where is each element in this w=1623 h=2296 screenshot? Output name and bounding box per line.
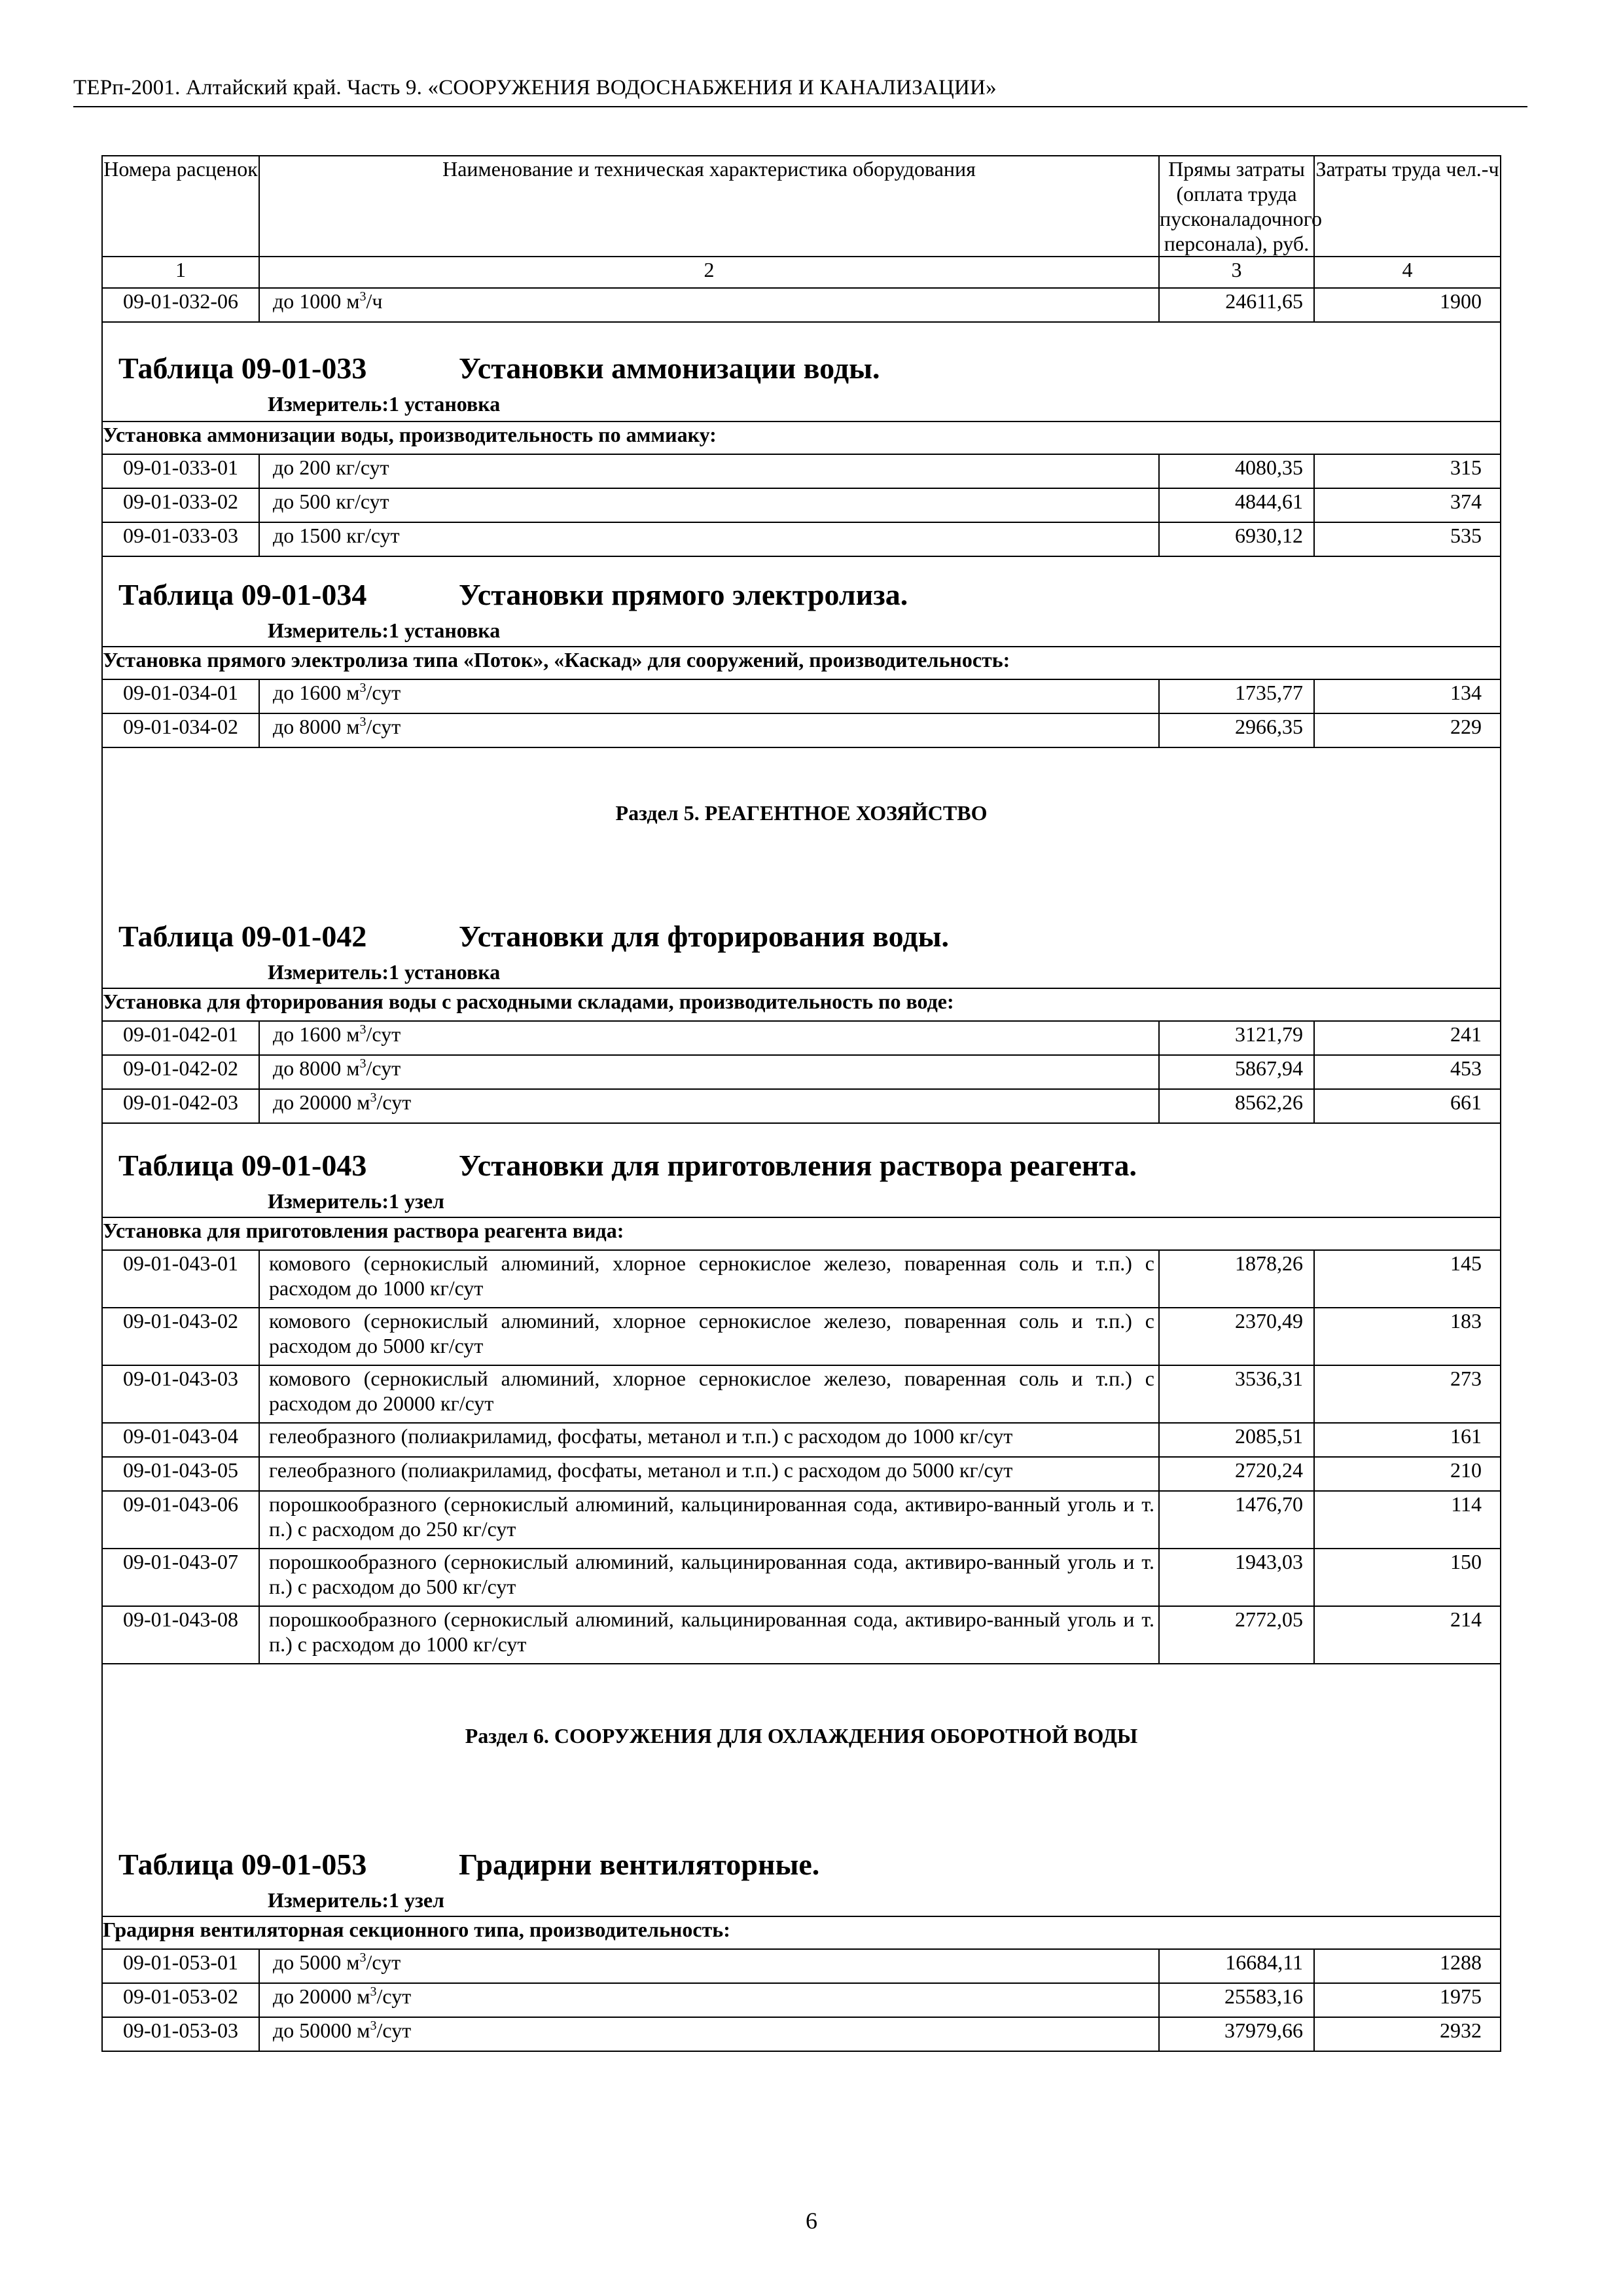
rate-name: до 8000 $м^3$/сут <box>259 1055 1159 1089</box>
rate-labor: 214 <box>1314 1606 1501 1664</box>
rate-code: 09-01-033-03 <box>102 522 259 556</box>
rate-cost: 1735,77 <box>1159 679 1314 713</box>
table-title <box>103 1146 1500 1185</box>
rate-labor: 229 <box>1314 713 1501 747</box>
table-caption: Установки для фторирования воды. <box>459 920 950 953</box>
rate-cost: 8562,26 <box>1159 1089 1314 1123</box>
table-title-block <box>102 899 1501 988</box>
table-title <box>103 1845 1500 1884</box>
rate-code: 09-01-033-01 <box>102 454 259 488</box>
rate-name: комового (сернокислый алюминий, хлорное сернокислое железо, поваренная соль и т.п.) с расходом до 5000 кг/сут <box>259 1308 1159 1365</box>
table-title <box>103 349 1500 388</box>
table-number: Таблица 09-01-043 <box>118 1149 367 1182</box>
rate-cost: 25583,16 <box>1159 1983 1314 2017</box>
table-row <box>102 522 1501 556</box>
rate-cost: 1943,03 <box>1159 1549 1314 1606</box>
col-number: 4 <box>1314 257 1501 288</box>
table-row <box>102 454 1501 488</box>
rate-name: до 1600 $м^3$/сут <box>259 1021 1159 1055</box>
rate-labor: 183 <box>1314 1308 1501 1365</box>
table-row <box>102 1983 1501 2017</box>
rate-name: до 1000 $м^3/ч$ <box>259 288 1159 322</box>
col-number: 2 <box>259 257 1159 288</box>
rate-labor: 1900 <box>1314 288 1501 322</box>
rate-cost: 4844,61 <box>1159 488 1314 522</box>
col-header-labor: Затраты труда чел.-ч <box>1314 156 1501 257</box>
rate-name: до 8000 $м^3$/сут <box>259 713 1159 747</box>
page-header: ТЕРп-2001. Алтайский край. Часть 9. «СООРУЖЕНИЯ ВОДОСНАБЖЕНИЯ И КАНАЛИЗАЦИИ» <box>73 76 997 99</box>
rate-name: до 1600 $м^3$/сут <box>259 679 1159 713</box>
rate-cost: 2966,35 <box>1159 713 1314 747</box>
rate-code: 09-01-043-08 <box>102 1606 259 1664</box>
page-number: 6 <box>806 2208 817 2234</box>
rate-code: 09-01-053-02 <box>102 1983 259 2017</box>
rate-code: 09-01-043-06 <box>102 1491 259 1549</box>
col-number: 1 <box>102 257 259 288</box>
rate-cost: 16684,11 <box>1159 1949 1314 1983</box>
rate-cost: 3121,79 <box>1159 1021 1314 1055</box>
rate-name: до 20000 $м^3$/сут <box>259 1089 1159 1123</box>
measurement-unit: Измеритель:1 узел <box>268 1189 444 1213</box>
rate-name: до 200 кг/сут <box>259 454 1159 488</box>
subheading-row <box>102 647 1501 679</box>
table-row <box>102 288 1501 322</box>
table-row <box>102 1089 1501 1123</box>
rate-code: 09-01-042-01 <box>102 1021 259 1055</box>
rate-labor: 1288 <box>1314 1949 1501 1983</box>
rate-labor: 535 <box>1314 522 1501 556</box>
rate-labor: 210 <box>1314 1457 1501 1491</box>
rate-name: до 5000 $м^3$/сут <box>259 1949 1159 1983</box>
rate-name: до 500 кг/сут <box>259 488 1159 522</box>
table-title-block <box>102 556 1501 647</box>
table-title-block <box>102 322 1501 422</box>
subheading: Установка для приготовления раствора реагента вида: <box>102 1217 1501 1250</box>
rate-labor: 315 <box>1314 454 1501 488</box>
table-row <box>102 1365 1501 1423</box>
table-row <box>102 488 1501 522</box>
rate-cost: 5867,94 <box>1159 1055 1314 1089</box>
rate-code: 09-01-042-02 <box>102 1055 259 1089</box>
rate-name: порошкообразного (сернокислый алюминий, кальцинированная сода, активиро-ванный уголь и т. п.) с расходом до 1000 кг/сут <box>259 1606 1159 1664</box>
col-header-codes: Номера расценок <box>102 156 259 257</box>
table-title <box>103 575 1500 615</box>
rate-name: порошкообразного (сернокислый алюминий, кальцинированная сода, активиро-ванный уголь и т. п.) с расходом до 250 кг/сут <box>259 1491 1159 1549</box>
rates-table-frame <box>101 155 1500 2052</box>
table-row <box>102 1021 1501 1055</box>
rate-code: 09-01-042-03 <box>102 1089 259 1123</box>
col-header-cost: Прямы затраты (оплата труда пусконаладочного персонала), руб. <box>1160 157 1323 255</box>
rate-code: 09-01-043-03 <box>102 1365 259 1423</box>
subheading: Установка прямого электролиза типа «Поток», «Каскад» для сооружений, производительность: <box>102 647 1501 679</box>
table-title <box>103 917 1500 956</box>
rate-labor: 453 <box>1314 1055 1501 1089</box>
table-row <box>102 2017 1501 2051</box>
rate-cost: 2085,51 <box>1159 1423 1314 1457</box>
rate-labor: 1975 <box>1314 1983 1501 2017</box>
rate-labor: 161 <box>1314 1423 1501 1457</box>
rate-code: 09-01-043-02 <box>102 1308 259 1365</box>
rate-code: 09-01-034-02 <box>102 713 259 747</box>
rate-cost: 2720,24 <box>1159 1457 1314 1491</box>
table-caption: Градирни вентиляторные. <box>459 1848 820 1881</box>
rate-code: 09-01-032-06 <box>102 288 259 322</box>
table-row <box>102 1423 1501 1457</box>
rate-code: 09-01-034-01 <box>102 679 259 713</box>
rate-labor: 150 <box>1314 1549 1501 1606</box>
subheading: Установка аммонизации воды, производительность по аммиаку: <box>102 422 1501 454</box>
rate-labor: 374 <box>1314 488 1501 522</box>
rate-name: комового (сернокислый алюминий, хлорное сернокислое железо, поваренная соль и т.п.) с расходом до 1000 кг/сут <box>259 1250 1159 1308</box>
rate-name: до 50000 $м^3$/сут <box>259 2017 1159 2051</box>
table-header-row <box>102 156 1501 257</box>
table-caption: Установки прямого электролиза. <box>459 578 908 611</box>
rate-labor: 2932 <box>1314 2017 1501 2051</box>
header-rule <box>73 106 1527 107</box>
subheading-row <box>102 988 1501 1021</box>
rate-cost: 37979,66 <box>1159 2017 1314 2051</box>
table-number: Таблица 09-01-033 <box>118 351 367 385</box>
rate-cost: 2772,05 <box>1159 1606 1314 1664</box>
rate-cost: 3536,31 <box>1159 1365 1314 1423</box>
table-row <box>102 1606 1501 1664</box>
rate-cost: 1476,70 <box>1159 1491 1314 1549</box>
rate-labor: 114 <box>1314 1491 1501 1549</box>
rate-code: 09-01-053-03 <box>102 2017 259 2051</box>
measurement-unit: Измеритель:1 узел <box>268 1888 444 1912</box>
rate-labor: 273 <box>1314 1365 1501 1423</box>
table-number: Таблица 09-01-053 <box>118 1848 367 1881</box>
rates-table <box>101 155 1501 2052</box>
rate-code: 09-01-033-02 <box>102 488 259 522</box>
rate-name: до 20000 $м^3$/сут <box>259 1983 1159 2017</box>
rate-code: 09-01-053-01 <box>102 1949 259 1983</box>
rate-cost: 6930,12 <box>1159 522 1314 556</box>
rate-name: комового (сернокислый алюминий, хлорное сернокислое железо, поваренная соль и т.п.) с расходом до 20000 кг/сут <box>259 1365 1159 1423</box>
col-header-name: Наименование и техническая характеристика оборудования <box>259 156 1159 257</box>
table-row <box>102 1308 1501 1365</box>
rate-code: 09-01-043-07 <box>102 1549 259 1606</box>
rate-cost: 24611,65 <box>1159 288 1314 322</box>
section-heading: Раздел 6. СООРУЖЕНИЯ ДЛЯ ОХЛАЖДЕНИЯ ОБОРОТНОЙ ВОДЫ <box>102 1664 1501 1821</box>
rate-cost: 4080,35 <box>1159 454 1314 488</box>
table-row <box>102 1549 1501 1606</box>
measurement-unit: Измеритель:1 установка <box>268 392 501 416</box>
column-number-row <box>102 257 1501 288</box>
col-number: 3 <box>1159 257 1314 288</box>
rate-code: 09-01-043-05 <box>102 1457 259 1491</box>
measurement-unit: Измеритель:1 установка <box>268 619 501 642</box>
table-title-block <box>102 1821 1501 1916</box>
measurement-unit: Измеритель:1 установка <box>268 960 501 984</box>
table-title-block <box>102 1123 1501 1217</box>
subheading-row <box>102 1916 1501 1949</box>
rate-labor: 661 <box>1314 1089 1501 1123</box>
rate-code: 09-01-043-04 <box>102 1423 259 1457</box>
table-row <box>102 1491 1501 1549</box>
subheading-row <box>102 422 1501 454</box>
rate-name: гелеобразного (полиакриламид, фосфаты, метанол и т.п.) с расходом до 5000 кг/сут <box>259 1457 1159 1491</box>
table-row <box>102 713 1501 747</box>
table-caption: Установки аммонизации воды. <box>459 351 880 385</box>
section-heading-row <box>102 747 1501 899</box>
table-row <box>102 1055 1501 1089</box>
subheading: Градирня вентиляторная секционного типа, производительность: <box>102 1916 1501 1949</box>
rate-name: гелеобразного (полиакриламид, фосфаты, метанол и т.п.) с расходом до 1000 кг/сут <box>259 1423 1159 1457</box>
table-row <box>102 1949 1501 1983</box>
subheading: Установка для фторирования воды с расходными складами, производительность по воде: <box>102 988 1501 1021</box>
rate-name: до 1500 кг/сут <box>259 522 1159 556</box>
table-row <box>102 1457 1501 1491</box>
rate-name: порошкообразного (сернокислый алюминий, кальцинированная сода, активиро-ванный уголь и т. п.) с расходом до 500 кг/сут <box>259 1549 1159 1606</box>
section-heading: Раздел 5. РЕАГЕНТНОЕ ХОЗЯЙСТВО <box>102 747 1501 899</box>
rate-cost: 1878,26 <box>1159 1250 1314 1308</box>
table-number: Таблица 09-01-042 <box>118 920 367 953</box>
rate-cost: 2370,49 <box>1159 1308 1314 1365</box>
rate-code: 09-01-043-01 <box>102 1250 259 1308</box>
table-row <box>102 1250 1501 1308</box>
table-caption: Установки для приготовления раствора реагента. <box>459 1149 1137 1182</box>
rate-labor: 145 <box>1314 1250 1501 1308</box>
table-number: Таблица 09-01-034 <box>118 578 367 611</box>
rate-labor: 134 <box>1314 679 1501 713</box>
section-heading-row <box>102 1664 1501 1821</box>
table-row <box>102 679 1501 713</box>
rate-labor: 241 <box>1314 1021 1501 1055</box>
subheading-row <box>102 1217 1501 1250</box>
